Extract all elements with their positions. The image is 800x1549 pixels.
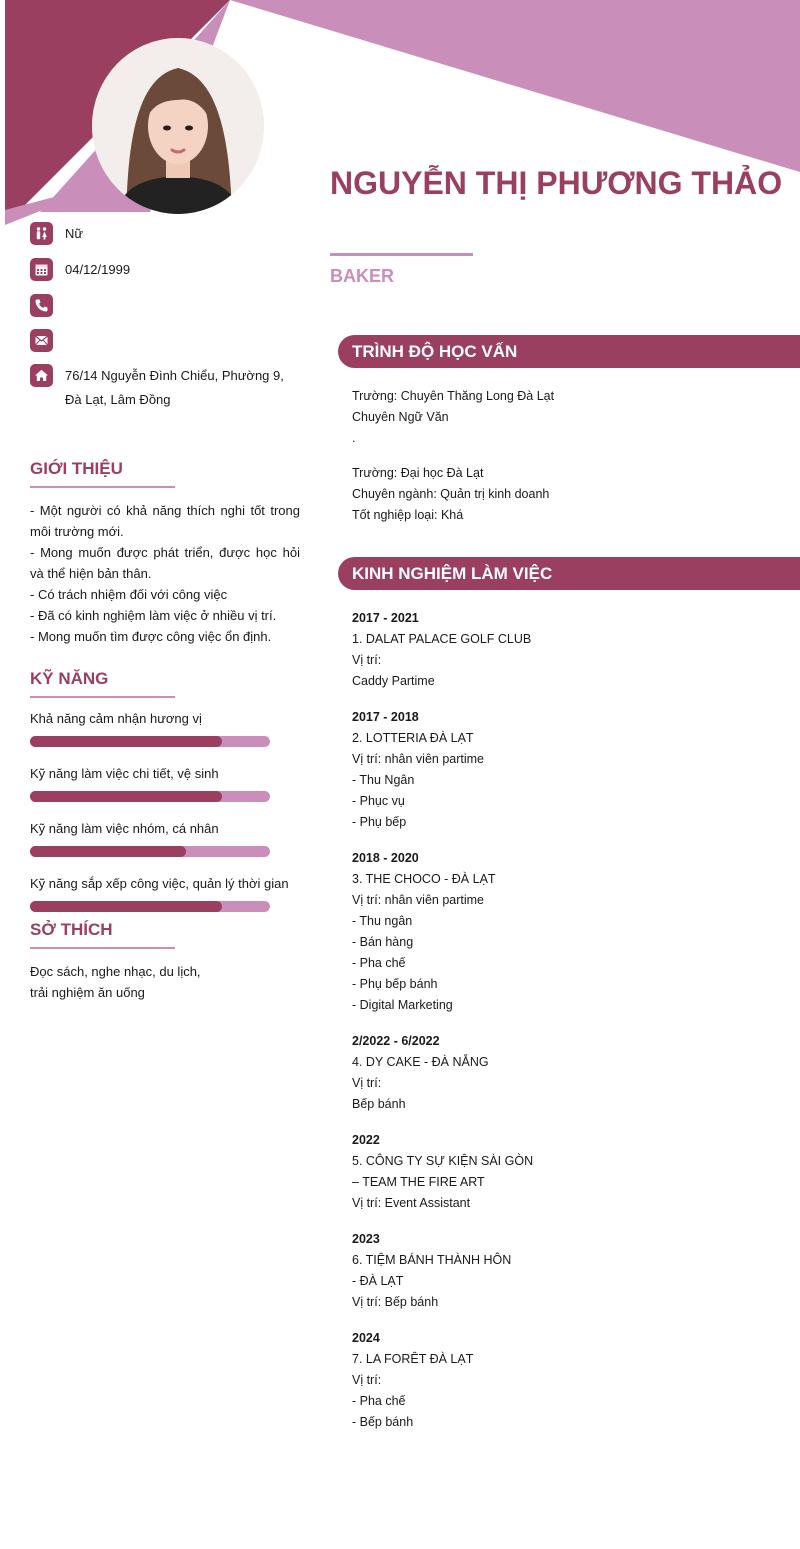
experience-heading: KINH NGHIỆM LÀM VIỆC — [352, 564, 553, 583]
hobby-line: trải nghiệm ăn uống — [30, 985, 145, 1000]
skills-divider — [30, 696, 175, 698]
address-text: 76/14 Nguyễn Đình Chiểu, Phường 9, Đà Lạt, Lâm Đồng — [65, 368, 284, 407]
education-line: Trường: Chuyên Thăng Long Đà Lạt — [352, 389, 555, 403]
hobbies-heading: SỞ THÍCH — [30, 920, 113, 939]
skill-label: Kỹ năng sắp xếp công việc, quản lý thời gian — [30, 876, 289, 891]
name-divider — [330, 253, 473, 256]
job-title: BAKER — [330, 266, 395, 286]
experience-line: - Digital Marketing — [352, 998, 453, 1012]
contact-address — [30, 364, 300, 412]
experience-line: 3. THE CHOCO - ĐÀ LẠT — [352, 872, 496, 886]
intro-line: - Mong muốn được phát triển, được học hỏi và thể hiện bản thân. — [30, 545, 300, 581]
intro-line: - Đã có kinh nghiệm làm việc ở nhiều vị trí. — [30, 608, 277, 623]
contact-list — [30, 222, 300, 424]
education-heading: TRÌNH ĐỘ HỌC VẤN — [352, 342, 518, 361]
skill-bar-fill — [30, 791, 222, 802]
experience-line: Vị trí: Bếp bánh — [352, 1295, 439, 1309]
skills-section — [30, 668, 300, 930]
experience-line: Vị trí: — [352, 1373, 382, 1387]
education-line: Tốt nghiệp loại: Khá — [352, 508, 464, 522]
experience-line: Caddy Partime — [352, 674, 435, 688]
birthday-text: 04/12/1999 — [65, 262, 131, 277]
skill-item — [30, 820, 300, 857]
contact-birthday — [30, 258, 300, 282]
skill-bar — [30, 901, 270, 912]
contact-email — [30, 329, 300, 352]
education-line: Trường: Đại học Đà Lạt — [352, 466, 484, 480]
experience-line: 1. DALAT PALACE GOLF CLUB — [352, 632, 532, 646]
skill-item — [30, 875, 300, 912]
profile-photo — [92, 38, 264, 214]
experience-line: – TEAM THE FIRE ART — [352, 1175, 485, 1189]
skills-heading: KỸ NĂNG — [30, 669, 109, 688]
experience-line: - Phục vụ — [352, 794, 405, 808]
skill-bar — [30, 846, 270, 857]
experience-line: - Phụ bếp — [352, 815, 407, 829]
experience-line: Vị trí: — [352, 1076, 382, 1090]
experience-period: 2024 — [352, 1331, 380, 1345]
experience-entry — [352, 1031, 772, 1115]
education-entry — [352, 386, 772, 449]
skill-bar — [30, 736, 270, 747]
experience-line: 5. CÔNG TY SỰ KIỆN SÀI GÒN — [352, 1154, 534, 1168]
intro-line: - Mong muốn tìm được công việc ổn định. — [30, 629, 272, 644]
experience-line: - Phụ bếp bánh — [352, 977, 438, 991]
gender-icon — [30, 222, 53, 245]
experience-line: - ĐÀ LẠT — [352, 1274, 404, 1288]
experience-entry — [352, 1328, 772, 1433]
experience-period: 2022 — [352, 1133, 380, 1147]
experience-line: - Pha chế — [352, 956, 406, 970]
intro-divider — [30, 486, 175, 488]
experience-line: - Thu ngân — [352, 914, 413, 928]
experience-line: Vị trí: Event Assistant — [352, 1196, 471, 1210]
skill-label: Khả năng cảm nhận hương vị — [30, 711, 202, 726]
hobby-line: Đọc sách, nghe nhạc, du lịch, — [30, 964, 201, 979]
experience-entry — [352, 707, 772, 833]
experience-line: Vị trí: — [352, 653, 382, 667]
hobbies-section — [30, 919, 300, 1003]
contact-gender — [30, 222, 300, 246]
experience-line: 4. DY CAKE - ĐÀ NẴNG — [352, 1055, 489, 1069]
education-banner — [338, 335, 800, 368]
experience-line: - Pha chế — [352, 1394, 406, 1408]
skill-item — [30, 710, 300, 747]
skill-label: Kỹ năng làm việc nhóm, cá nhân — [30, 821, 219, 836]
experience-list — [352, 608, 772, 1448]
experience-period: 2/2022 - 6/2022 — [352, 1034, 440, 1048]
skill-bar-fill — [30, 736, 222, 747]
experience-line: 7. LA FORÊT ĐÀ LẠT — [352, 1352, 474, 1366]
experience-line: Vị trí: nhân viên partime — [352, 893, 485, 907]
experience-entry — [352, 1229, 772, 1313]
education-line: Chuyên ngành: Quản trị kinh doanh — [352, 487, 550, 501]
candidate-name: NGUYỄN THỊ PHƯƠNG THẢO — [330, 165, 783, 201]
experience-period: 2018 - 2020 — [352, 851, 419, 865]
skill-bar-fill — [30, 846, 186, 857]
skill-item — [30, 765, 300, 802]
mail-icon — [30, 329, 53, 352]
phone-icon — [30, 294, 53, 317]
education-entry — [352, 463, 772, 526]
gender-text: Nữ — [65, 226, 84, 241]
experience-line: 2. LOTTERIA ĐÀ LẠT — [352, 731, 474, 745]
experience-line: - Bán hàng — [352, 935, 414, 949]
experience-line: - Thu Ngân — [352, 773, 415, 787]
skill-bar-fill — [30, 901, 222, 912]
hobbies-divider — [30, 947, 175, 949]
experience-line: 6. TIỆM BÁNH THÀNH HÔN — [352, 1253, 512, 1267]
education-line: . — [352, 431, 356, 445]
intro-line: - Có trách nhiệm đối với công việc — [30, 587, 228, 602]
experience-line: - Bếp bánh — [352, 1415, 414, 1429]
experience-period: 2023 — [352, 1232, 380, 1246]
experience-period: 2017 - 2018 — [352, 710, 419, 724]
contact-phone — [30, 294, 300, 317]
education-line: Chuyên Ngữ Văn — [352, 410, 449, 424]
experience-line: Vị trí: nhân viên partime — [352, 752, 485, 766]
education-list — [352, 386, 772, 526]
skill-bar — [30, 791, 270, 802]
experience-entry — [352, 608, 772, 692]
experience-banner — [338, 557, 800, 590]
intro-heading: GIỚI THIỆU — [30, 459, 123, 478]
experience-entry — [352, 848, 772, 1016]
intro-section — [30, 458, 300, 647]
intro-line: - Một người có khả năng thích nghi tốt trong môi trường mới. — [30, 503, 300, 539]
skill-label: Kỹ năng làm việc chi tiết, vệ sinh — [30, 766, 219, 781]
experience-entry — [352, 1130, 772, 1214]
home-icon — [30, 364, 53, 387]
calendar-icon — [30, 258, 53, 281]
experience-line: Bếp bánh — [352, 1097, 406, 1111]
experience-period: 2017 - 2021 — [352, 611, 419, 625]
